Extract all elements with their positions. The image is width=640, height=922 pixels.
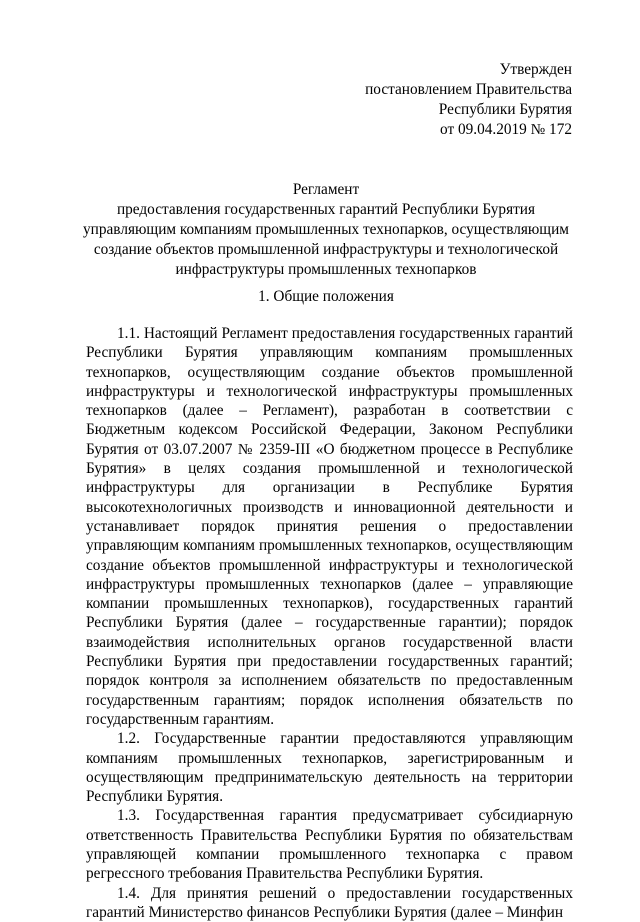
section-heading: 1. Общие положения [258,288,394,305]
approval-date-line: от 09.04.2019 № 172 [440,121,572,138]
paragraph-1-4: 1.4. Для принятия решений о предоставлении государственных гарантий Министерство финансов Республики Бурятия (далее – Минфин [86,884,573,921]
section-body [86,324,573,922]
paragraph-1-2: 1.2. Государственные гарантии предоставляются управляющим компаниям промышленных технопарков, зарегистрированным и осуществляющим предпринимательскую деятельность на территории Республики Бурятия. [86,730,573,806]
title-line: предоставления государственных гарантий Республики Бурятия [116,201,536,218]
paragraph-1-1: 1.1. Настоящий Регламент предоставления государственных гарантий Республики Бурятия управляющим компаниям промышленных технопарков, осуществляющим создание объектов промышленной инфраструктуры и технологической инфраструктуры промышленных технопарков (далее – Регламент), разработан в соответствии с Бюджетным кодексом Российской Федерации, Законом Республики Бурятия от 03.07.2007 № 2359-III «О бюджетном процессе в Республике Бурятия» в целях создания промышленной и технологической инфраструктуры для организации в Республике Бурятия высокотехнологичных производств и инновационной деятельности и устанавливает порядок принятия решения о предоставлении управляющим компаниям промышленных технопарков, осуществляющим создание объектов промышленной инфраструктуры и технологической инфраструктуры промышленных технопарков (далее – управляющие компании промышленных технопарков), государственных гарантий Республики Бурятия (далее – государственные гарантии); порядок взаимодействия исполнительных органов государственной власти Республики Бурятия при предоставлении государственных гарантий; порядок контроля за исполнением обязательств по предоставленным государственным гарантиям; порядок исполнения обязательств по государственным гарантиям. [86,325,573,728]
approval-line: постановлением Правительства [365,81,572,98]
approval-block [365,60,572,140]
title-heading: Регламент [292,181,360,198]
paragraph-1-3: 1.3. Государственная гарантия предусматривает субсидиарную ответственность Правительства Республики Бурятия по обязательствам управляющей компании промышленного технопарка с правом регрессного требования Правительства Республики Бурятия. [86,807,573,883]
title-line: управляющим компаниям промышленных технопарков, осуществляющим [83,221,569,238]
document-title [78,180,574,280]
title-line: создание объектов промышленной инфраструктуры и технологической [93,241,559,258]
approval-line: Утвержден [499,61,572,78]
approval-line: Республики Бурятия [438,101,572,118]
title-line: инфраструктуры промышленных технопарков [175,261,477,278]
